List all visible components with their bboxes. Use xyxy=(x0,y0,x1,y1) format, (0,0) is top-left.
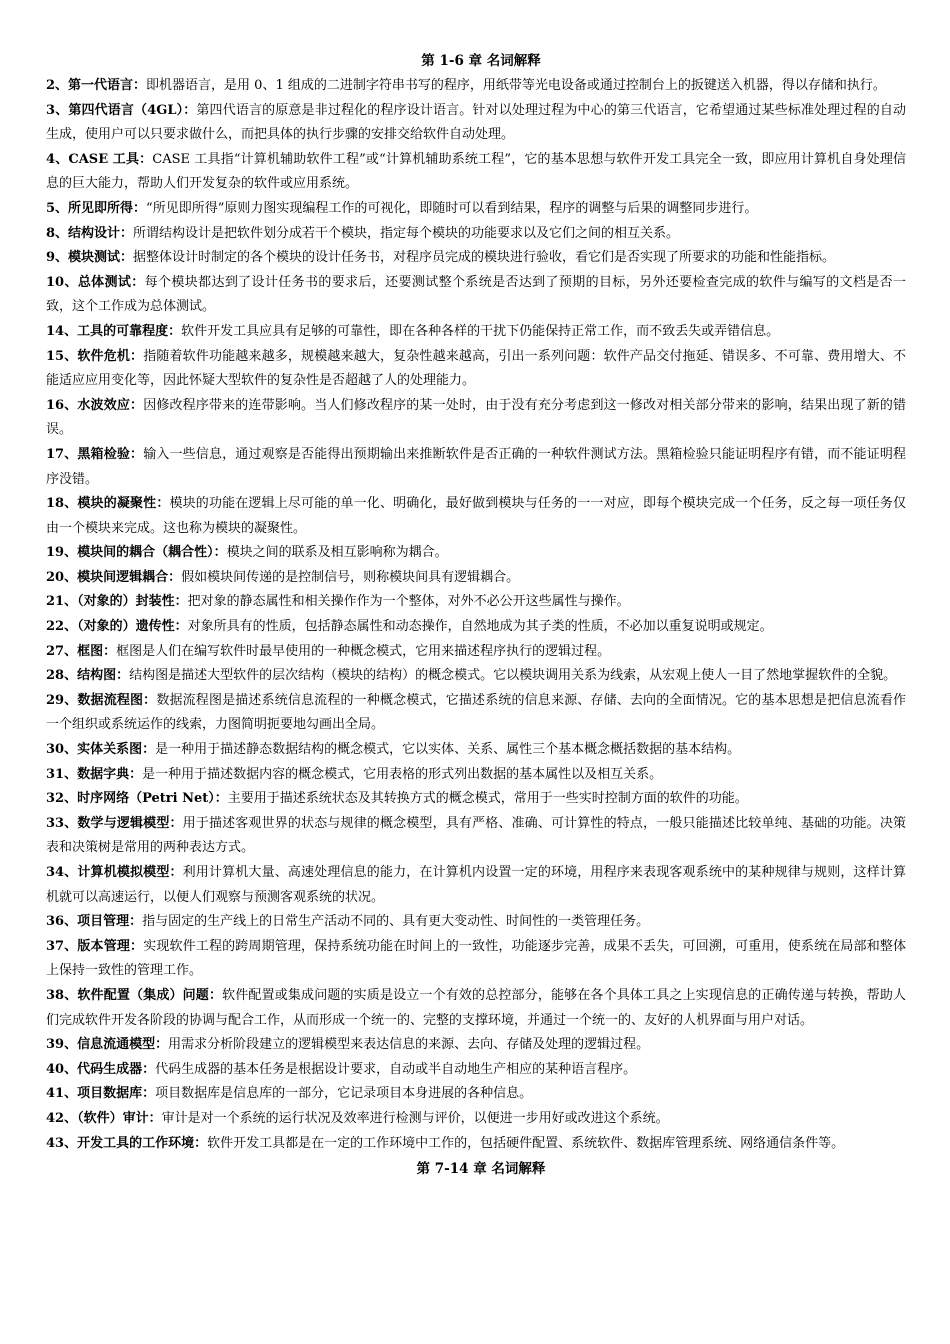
glossary-definition: 指随着软件功能越来越多，规模越来越大，复杂性越来越高，引出一系列问题：软件产品交付拖延、错误多、不可靠、费用增大、不能适应应用变化等，因此怀疑大型软件的复杂性是否超越了人的处理能力。 xyxy=(46,348,906,389)
glossary-entry xyxy=(46,74,906,99)
glossary-entry xyxy=(46,345,906,394)
glossary-term: 18、模块的凝聚性： xyxy=(46,496,170,512)
glossary-entry xyxy=(46,492,906,541)
glossary-entry xyxy=(46,443,906,492)
glossary-term: 27、框图： xyxy=(46,643,117,659)
glossary-term: 22、（对象的）遗传性： xyxy=(46,619,188,635)
glossary-definition: 每个模块都达到了设计任务书的要求后，还要测试整个系统是否达到了预期的目标，另外还要检查完成的软件与编写的文档是否一致，这个工作成为总体测试。 xyxy=(46,274,906,315)
glossary-definition: 利用计算机大量、高速处理信息的能力，在计算机内设置一定的环境，用程序来表现客观系统中的某种规律与规则，这样计算机就可以高速运行，以便人们观察与预测客观系统的状况。 xyxy=(46,865,906,905)
glossary-definition: 代码生成器的基本任务是根据设计要求，自动或半自动地生产相应的某种语言程序。 xyxy=(155,1061,637,1077)
glossary-term: 41、项目数据库： xyxy=(46,1086,156,1102)
glossary-entry xyxy=(46,984,906,1033)
glossary-definition: 是一种用于描述数据内容的概念模式，它用表格的形式列出数据的基本属性以及相互关系。 xyxy=(142,766,663,782)
glossary-entry xyxy=(46,566,906,591)
glossary-term: 43、开发工具的工作环境： xyxy=(46,1135,208,1151)
glossary-term: 5、所见即所得： xyxy=(46,200,147,216)
glossary-term: 19、模块间的耦合（耦合性）： xyxy=(46,545,227,561)
glossary-definition: 实现软件工程的跨周期管理，保持系统功能在时间上的一致性，功能逐步完善，成果不丢失，可回溯，可重用，使系统在局部和整体上保持一致性的管理工作。 xyxy=(46,938,906,979)
glossary-entry xyxy=(46,640,906,665)
glossary-definition: 主要用于描述系统状态及其转换方式的概念模式，常用于一些实时控制方面的软件的功能。 xyxy=(227,791,748,807)
glossary-definition: 结构图是描述大型软件的层次结构（模块的结构）的概念模式。它以模块调用关系为线索，从宏观上使人一目了然地掌握软件的全貌。 xyxy=(129,668,897,684)
glossary-term: 8、结构设计： xyxy=(46,225,134,241)
glossary-entry xyxy=(46,812,906,861)
glossary-definition: 软件开发工具应具有足够的可靠性，即在各种各样的干扰下仍能保持正常工作，而不致丢失或弄错信息。 xyxy=(181,323,780,339)
glossary-definition: 所谓结构设计是把软件划分成若干个模块，指定每个模块的功能要求以及它们之间的相互关系。 xyxy=(133,225,680,241)
glossary-term: 32、时序网络（Petri Net）： xyxy=(46,791,228,807)
glossary-definition: 假如模块间传递的是控制信号，则称模块间具有逻辑耦合。 xyxy=(181,569,520,585)
glossary-term: 37、版本管理： xyxy=(46,938,144,954)
glossary-definition: 把对象的静态属性和相关操作作为一个整体，对外不必公开这些属性与操作。 xyxy=(187,594,630,610)
glossary-entry xyxy=(46,1058,906,1083)
glossary-definition: CASE 工具指“计算机辅助软件工程”或“计算机辅助系统工程”，它的基本思想与软件开发工具完全一致，即应用计算机自身处理信息的巨大能力，帮助人们开发复杂的软件或应用系统。 xyxy=(46,151,906,192)
glossary-entry xyxy=(46,1132,906,1157)
glossary-definition: 指与固定的生产线上的日常生产活动不同的、具有更大变动性、时间性的一类管理任务。 xyxy=(142,914,650,930)
glossary-term: 42、（软件）审计： xyxy=(46,1110,162,1126)
glossary-entry xyxy=(46,99,906,148)
glossary-entry xyxy=(46,910,906,935)
glossary-definition: 第四代语言的原意是非过程化的程序设计语言。针对以处理过程为中心的第三代语言，它希望通过某些标准处理过程的自动生成，使用户可以只要求做什么，而把具体的执行步骤的安排交给软件自动处理。 xyxy=(46,102,906,143)
glossary-definition: 框图是人们在编写软件时最早使用的一种概念模式，它用来描述程序执行的逻辑过程。 xyxy=(116,643,611,659)
glossary-entry xyxy=(46,1033,906,1058)
next-section-heading: 第 7-14 章 名词解释 xyxy=(416,1161,546,1178)
glossary-definition: 因修改程序带来的连带影响。当人们修改程序的某一处时，由于没有充分考虑到这一修改对相关部分带来的影响，结果出现了新的错误。 xyxy=(46,397,906,438)
glossary-entry xyxy=(46,148,906,197)
glossary-definition: 模块的功能在逻辑上尽可能的单一化、明确化，最好做到模块与任务的一一对应，即每个模块完成一个任务，反之每一项任务仅由一个模块来完成。这也称为模块的凝聚性。 xyxy=(46,496,906,536)
glossary-definition: 软件配置或集成问题的实质是设立一个有效的总控部分，能够在各个具体工具之上实现信息的正确传递与转换，帮助人们完成软件开发各阶段的协调与配合工作，从而形成一个统一的、完整的支撑环境，并通过一个统一的、友好的人机界面与用户对话。 xyxy=(46,987,906,1028)
glossary-entry xyxy=(46,738,906,763)
glossary-entry xyxy=(46,615,906,640)
section-heading: 第 1-6 章 名词解释 xyxy=(421,53,541,69)
glossary-term: 31、数据字典： xyxy=(46,766,143,782)
glossary-term: 15、软件危机： xyxy=(46,348,144,364)
glossary-entry xyxy=(46,246,906,271)
glossary-term: 33、数学与逻辑模型： xyxy=(46,815,183,831)
glossary-term: 14、工具的可靠程度： xyxy=(46,323,182,339)
glossary-term: 28、结构图： xyxy=(46,668,130,684)
glossary-definition: 用需求分析阶段建立的逻辑模型来表达信息的来源、去向、存储及处理的逻辑过程。 xyxy=(168,1037,650,1053)
glossary-entry xyxy=(46,861,906,910)
glossary-term: 9、模块测试： xyxy=(46,250,134,266)
glossary-definition: 项目数据库是信息库的一部分，它记录项目本身进展的各种信息。 xyxy=(155,1086,533,1102)
glossary-term: 40、代码生成器： xyxy=(46,1061,156,1077)
glossary-definition: 即机器语言，是用 0、1 组成的二进制字符串书写的程序，用纸带等光电设备或通过控制台上的扳键送入机器，得以存储和执行。 xyxy=(146,78,886,93)
glossary-entry xyxy=(46,222,906,247)
glossary-term: 3、第四代语言（4GL）： xyxy=(46,102,197,118)
glossary-entry xyxy=(46,1107,906,1132)
glossary-term: 29、数据流程图： xyxy=(46,692,157,708)
glossary-term: 39、信息流通模型： xyxy=(46,1037,169,1053)
glossary-term: 20、模块间逻辑耦合： xyxy=(46,569,182,585)
glossary-term: 16、水波效应： xyxy=(46,397,144,413)
glossary-definition: 数据流程图是描述系统信息流程的一种概念模式，它描述系统的信息来源、存储、去向的全面情况。它的基本思想是把信息流看作一个组织或系统运作的线索，力图简明扼要地勾画出全局。 xyxy=(46,692,906,733)
glossary-definition: 是一种用于描述静态数据结构的概念模式，它以实体、关系、属性三个基本概念概括数据的基本结构。 xyxy=(155,742,741,758)
glossary-entry xyxy=(46,763,906,788)
glossary-term: 21、（对象的）封装性： xyxy=(46,594,188,610)
glossary-term: 4、CASE 工具： xyxy=(46,151,153,167)
glossary-entry xyxy=(46,1082,906,1107)
glossary-entry xyxy=(46,689,906,738)
glossary-entry xyxy=(46,664,906,689)
glossary-term: 2、第一代语言： xyxy=(46,78,147,93)
glossary-definition: 软件开发工具都是在一定的工作环境中工作的，包括硬件配置、系统软件、数据库管理系统、网络通信条件等。 xyxy=(207,1135,845,1151)
glossary-entry xyxy=(46,541,906,566)
glossary-entry xyxy=(46,935,906,984)
glossary-definition: “所见即所得”原则力图实现编程工作的可视化，即随时可以看到结果，程序的调整与后果的调整同步进行。 xyxy=(146,200,758,216)
glossary-definition: 输入一些信息，通过观察是否能得出预期输出来推断软件是否正确的一种软件测试方法。黑箱检验只能证明程序有错，而不能证明程序没错。 xyxy=(46,446,906,487)
glossary-entry xyxy=(46,320,906,345)
glossary-entry xyxy=(46,197,906,222)
glossary-definition: 审计是对一个系统的运行状况及效率进行检测与评价，以便进一步用好或改进这个系统。 xyxy=(161,1110,669,1126)
glossary-term: 17、黑箱检验： xyxy=(46,446,144,462)
glossary-definition: 据整体设计时制定的各个模块的设计任务书，对程序员完成的模块进行验收，看它们是否实现了所要求的功能和性能指标。 xyxy=(133,250,836,266)
glossary-definition: 用于描述客观世界的状态与规律的概念模型，具有严格、准确、可计算性的特点，一般只能描述比较单纯、基础的功能。决策表和决策树是常用的两种表达方式。 xyxy=(46,815,906,856)
glossary-entry xyxy=(46,394,906,443)
glossary-definition: 模块之间的联系及相互影响称为耦合。 xyxy=(226,545,448,561)
glossary-definition: 对象所具有的性质，包括静态属性和动态操作，自然地成为其子类的性质，不必加以重复说明或规定。 xyxy=(187,619,773,635)
glossary-term: 10、总体测试： xyxy=(46,274,145,290)
glossary-term: 30、实体关系图： xyxy=(46,742,156,758)
glossary-term: 36、项目管理： xyxy=(46,914,143,930)
glossary-entry xyxy=(46,271,906,320)
glossary-term: 38、软件配置（集成）问题： xyxy=(46,987,223,1003)
glossary-entry xyxy=(46,787,906,812)
glossary-list xyxy=(46,74,906,1156)
glossary-term: 34、计算机模拟模型： xyxy=(46,865,183,880)
glossary-entry xyxy=(46,590,906,615)
